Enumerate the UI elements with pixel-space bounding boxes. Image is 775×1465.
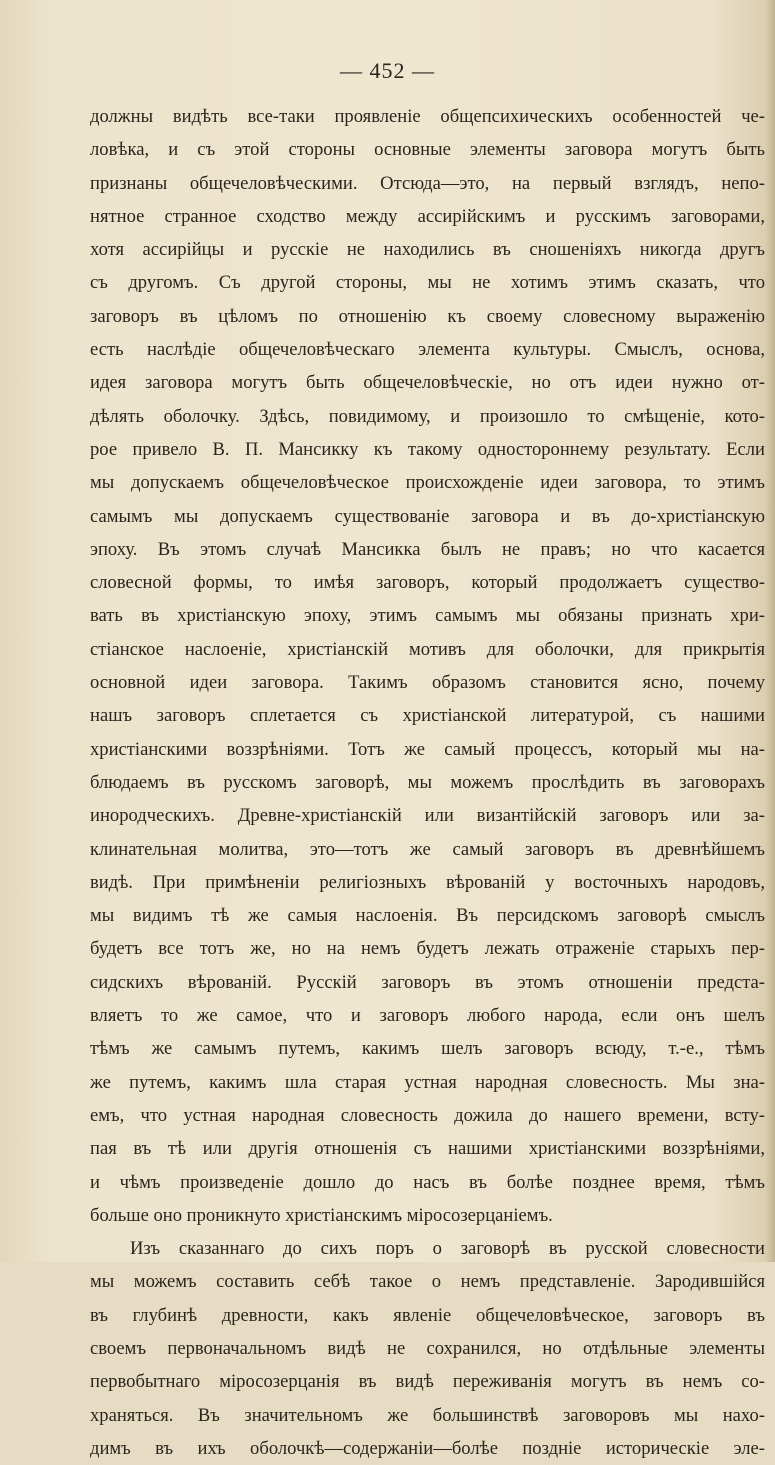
text-line: блюдаемъ въ русскомъ заговорѣ, мы можемъ прослѣдить въ заговорахъ — [90, 771, 765, 793]
text-line: словесной формы, то имѣя заговоръ, который продолжаетъ существо- — [90, 572, 765, 594]
text-line: заговоръ въ цѣломъ по отношенію къ своему словесному выраженію — [90, 305, 765, 327]
text-line: будетъ все тотъ же, но на немъ будетъ лежать отраженіе старыхъ пер- — [90, 938, 765, 960]
text-line: стіанское наслоеніе, христіанскій мотивъ для оболочки, для прикрытія — [90, 638, 765, 660]
text-line: хотя ассирійцы и русскіе не находились въ сношеніяхъ никогда другъ — [90, 239, 765, 261]
text-line: признаны общечеловѣческими. Отсюда—это, на первый взглядъ, непо- — [90, 172, 765, 194]
text-body — [90, 100, 765, 1465]
text-line: нятное странное сходство между ассирійскимъ и русскимъ заговорами, — [90, 205, 765, 227]
text-line: идея заговора могутъ быть общечеловѣческіе, но отъ идеи нужно от- — [90, 372, 765, 394]
text-line: въ глубинѣ древности, какъ явленіе общечеловѣческое, заговоръ въ — [90, 1304, 765, 1326]
text-line: мы допускаемъ общечеловѣческое происхожденіе идеи заговора, то этимъ — [90, 472, 765, 494]
text-line: инородческихъ. Древне-христіанскій или византійскій заговоръ или за- — [90, 805, 765, 827]
paragraph — [90, 100, 765, 1232]
text-line: тѣмъ же самымъ путемъ, какимъ шелъ заговоръ всюду, т.-е., тѣмъ — [90, 1038, 765, 1060]
text-line: емъ, что устная народная словесность дожила до нашего времени, всту- — [90, 1104, 765, 1126]
text-line: основной идеи заговора. Такимъ образомъ становится ясно, почему — [90, 672, 765, 694]
text-line: видѣ. При примѣненіи религіозныхъ вѣрованій у восточныхъ народовъ, — [90, 871, 765, 893]
text-line: и чѣмъ произведеніе дошло до насъ въ болѣе позднее время, тѣмъ — [90, 1171, 765, 1193]
text-line: пая въ тѣ или другія отношенія съ нашими христіанскими воззрѣніями, — [90, 1138, 765, 1160]
text-line: есть наслѣдіе общечеловѣческаго элемента культуры. Смыслъ, основа, — [90, 339, 765, 361]
text-line: вляетъ то же самое, что и заговоръ любого народа, если онъ шелъ — [90, 1005, 765, 1027]
text-line: мы видимъ тѣ же самыя наслоенія. Въ персидскомъ заговорѣ смыслъ — [90, 905, 765, 927]
paragraph — [90, 1232, 765, 1465]
text-line: димъ въ ихъ оболочкѣ—содержаніи—болѣе поздніе историческіе эле- — [90, 1437, 765, 1459]
text-line: самымъ мы допускаемъ существованіе заговора и въ до-христіанскую — [90, 505, 765, 527]
text-line: первобытнаго міросозерцанія въ видѣ переживанія могутъ въ немъ со- — [90, 1371, 765, 1393]
text-line: своемъ первоначальномъ видѣ не сохранился, но отдѣльные элементы — [90, 1337, 765, 1359]
page-number: — 452 — — [340, 58, 435, 83]
text-line: нашъ заговоръ сплетается съ христіанской литературой, съ нашими — [90, 705, 765, 727]
text-line: ловѣка, и съ этой стороны основные элементы заговора могутъ быть — [90, 139, 765, 161]
text-line: вать въ христіанскую эпоху, этимъ самымъ мы обязаны признать хри- — [90, 605, 765, 627]
text-line: сидскихъ вѣрованій. Русскій заговоръ въ этомъ отношеніи предста- — [90, 971, 765, 993]
text-line: храняться. Въ значительномъ же большинствѣ заговоровъ мы нахо- — [90, 1404, 765, 1426]
text-line: должны видѣть все-таки проявленіе общепсихическихъ особенностей че- — [90, 106, 765, 127]
text-line: клинательная молитва, это—тотъ же самый заговоръ въ древнѣйшемъ — [90, 838, 765, 860]
text-line: больше оно проникнуто христіанскимъ міросозерцаніемъ. — [90, 1204, 553, 1226]
text-line: съ другомъ. Съ другой стороны, мы не хотимъ этимъ сказать, что — [90, 272, 765, 294]
page-edge-shadow — [765, 0, 775, 1262]
text-line: христіанскими воззрѣніями. Тотъ же самый процессъ, который мы на- — [90, 738, 765, 760]
text-line: рое привело В. П. Мансикку къ такому одностороннему результату. Если — [90, 438, 765, 460]
text-line: дѣлять оболочку. Здѣсь, повидимому, и произошло то смѣщеніе, кото- — [90, 405, 765, 427]
text-line: эпоху. Въ этомъ случаѣ Мансикка былъ не правъ; но что касается — [90, 538, 765, 560]
text-line: Изъ сказаннаго до сихъ поръ о заговорѣ въ русской словесности — [130, 1238, 765, 1260]
text-line: же путемъ, какимъ шла старая устная народная словесность. Мы зна- — [90, 1071, 765, 1093]
text-line: мы можемъ составить себѣ такое о немъ представленіе. Зародившійся — [90, 1271, 765, 1293]
